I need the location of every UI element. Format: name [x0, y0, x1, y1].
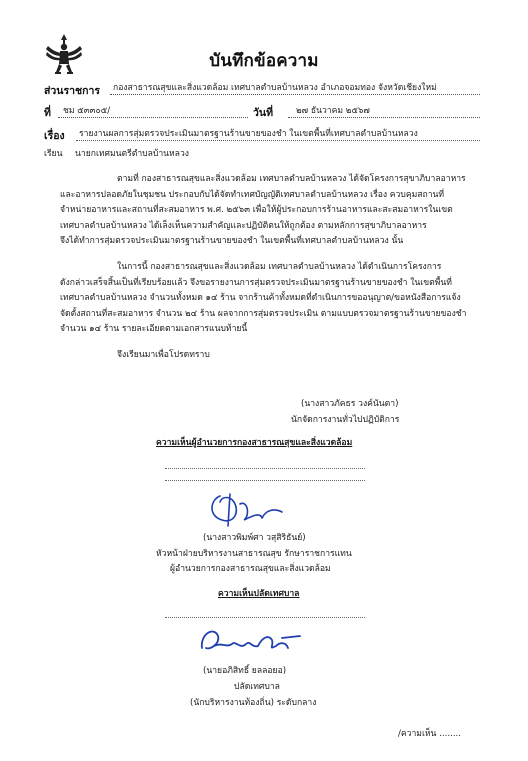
closing-line: จึงเรียนมาเพื่อโปรดทราบ — [117, 350, 210, 360]
date-value: ๒๗ ธันวาคม ๒๕๖๗ — [296, 106, 370, 116]
memo-title: บันทึกข้อความ — [209, 51, 319, 71]
opinion-2-heading: ความเห็นปลัดเทศบาล — [218, 589, 300, 599]
signer-1-position: นักจัดการงานทั่วไปปฏิบัติการ — [291, 415, 400, 425]
opinion-1-line-2 — [165, 480, 365, 481]
paragraph-line: ในการนี้ กองสาธารณสุขและสิ่งแวดล้อม เทศบาลตำบลบ้านหลวง ได้ดำเนินการโครงการ — [117, 262, 442, 272]
opinion-1-heading: ความเห็นผู้อำนวยการกองสาธารณสุขและสิ่งแวดล้อม — [156, 438, 353, 448]
agency-label-text: ส่วนราชการ — [44, 85, 101, 97]
paragraph-line: เทศบาลตำบลบ้านหลวง ได้เล็งเห็นความสำคัญและปฏิบัติตนให้ถูกต้อง ตามหลักการสุขาภิบาลอาหาร — [60, 221, 427, 231]
agency-underline — [110, 94, 480, 95]
paragraph-line: จัดตั้งสถานที่สะสมอาหาร จำนวน ๒๔ ร้าน ผลจากการสุ่มตรวจประเมิน ตามแบบตรวจมาตรฐานร้านขายของชำ — [60, 309, 467, 319]
ref-value: ชม ๕๓๓๐๕/ — [63, 106, 111, 116]
opinion-1-line-1 — [165, 468, 365, 469]
signer-1-name: (นางสาวภัคธร วงค์นันตา) — [301, 399, 399, 409]
signer-2-name: (นางสาวพิมพ์ศา วสุสิริธันย์) — [203, 533, 306, 543]
date-underline — [288, 117, 480, 118]
ref-label — [44, 104, 51, 121]
signer-2-position-2: ผู้อำนวยการกองสาธารณสุขและสิ่งแวดล้อม — [170, 564, 331, 574]
agency-value: กองสาธารณสุขและสิ่งแวดล้อม เทศบาลตำบลบ้านหลวง อำเภอจอมทอง จังหวัดเชียงใหม่ — [113, 83, 437, 93]
continuation-note: /ความเห็น ........ — [398, 729, 462, 739]
signer-3-position-2: (นักบริหารงานท้องถิ่น) ระดับกลาง — [190, 698, 317, 708]
signature-1-icon — [200, 486, 290, 532]
date-label — [253, 104, 273, 121]
ref-label-text: ที่ — [44, 107, 51, 119]
signature-2-icon — [196, 620, 306, 658]
subject-label-text: เรื่อง — [44, 130, 65, 142]
paragraph-line: จำนวน ๑๔ ร้าน รายละเอียดตามเอกสารแนบท้ายนี้ — [60, 324, 248, 334]
date-label-text: วันที่ — [253, 107, 273, 119]
to-label: เรียน — [44, 149, 63, 159]
ref-underline — [58, 117, 248, 118]
paragraph-line: ดังกล่าวเสร็จสิ้นเป็นที่เรียบร้อยแล้ว จึงขอรายงานการสุ่มตรวจประเมินมาตรฐานร้านขายของชำ ในเขตพื้นที่ — [60, 278, 452, 288]
paragraph-line: เทศบาลตำบลบ้านหลวง จำนวนทั้งหมด ๑๔ ร้าน จากร้านค้าทั้งหมดที่ดำเนินการขออนุญาต/ขอหนังสือการแจ้ง — [60, 293, 461, 303]
subject-label — [44, 127, 65, 144]
paragraph-line: จำหน่ายอาหารและสถานที่สะสมอาหาร พ.ศ. ๒๕๖๓ เพื่อให้ผู้ประกอบการร้านอาหารและสะสมอาหารในเขต — [60, 205, 453, 215]
signer-3-position-1: ปลัดเทศบาล — [234, 682, 280, 692]
paragraph-line: จึงได้ทำการสุ่มตรวจประเมินมาตรฐานร้านขายของชำ ในเขตพื้นที่เทศบาลตำบลบ้านหลวง นั้น — [60, 236, 404, 246]
signer-2-position-1: หัวหน้าฝ่ายบริหารงานสาธารณสุข รักษาราชการแทน — [156, 549, 352, 559]
to-value: นายกเทศมนตรีตำบลบ้านหลวง — [75, 149, 189, 159]
agency-label — [44, 82, 100, 99]
subject-value: รายงานผลการสุ่มตรวจประเมินมาตรฐานร้านขายของชำ ในเขตพื้นที่เทศบาลตำบลบ้านหลวง — [79, 129, 418, 139]
opinion-2-line-1 — [165, 617, 365, 618]
paragraph-line: และอาหารปลอดภัยในชุมชน ประกอบกับได้จัดทำเทศบัญญัติเทศบาลตำบลบ้านหลวง เรื่อง ควบคุมสถานที่ — [60, 190, 445, 200]
subject-underline — [76, 140, 480, 141]
paragraph-line: ตามที่ กองสาธารณสุขและสิ่งแวดล้อม เทศบาลตำบลบ้านหลวง ได้จัดโครงการสุขาภิบาลอาหาร — [117, 174, 466, 184]
signer-3-name: (นายอภิสิทธิ์ ยลลอยอ) — [203, 666, 287, 676]
